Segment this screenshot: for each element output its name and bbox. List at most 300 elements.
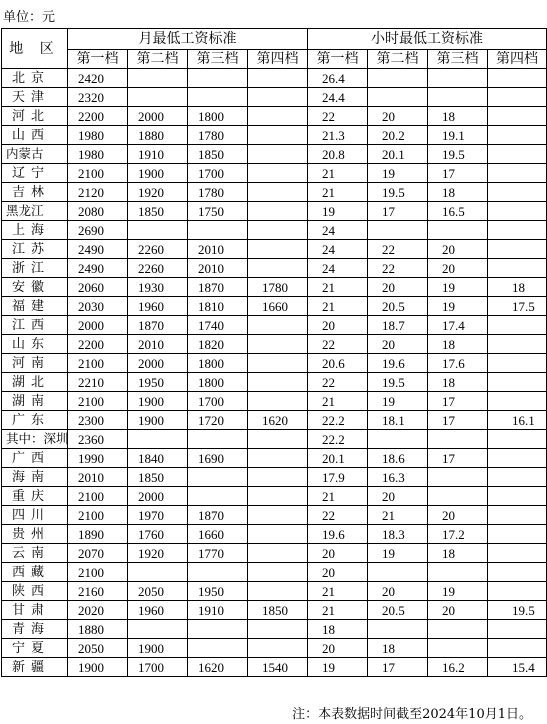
- table-row: [2, 449, 547, 468]
- monthly-tier-4-cell: [248, 525, 308, 544]
- hourly-tier-2-cell: 19: [368, 544, 428, 563]
- monthly-tier-3-cell: 2010: [188, 259, 248, 278]
- monthly-tier-4-cell: 1850: [248, 601, 308, 620]
- region-cell: 贵州: [2, 525, 68, 544]
- hourly-tier-2-cell: 18.7: [368, 316, 428, 335]
- footnote: 注：本表数据时间截至2024年10月1日。: [292, 707, 532, 722]
- hourly-tier-1-cell: 22: [308, 335, 368, 354]
- monthly-tier-2-cell: [128, 221, 188, 240]
- table-row: [2, 259, 547, 278]
- monthly-tier-4-cell: [248, 202, 308, 221]
- hourly-tier-2-cell: [368, 221, 428, 240]
- table-row: [2, 639, 547, 658]
- hourly-tier-2-cell: 20.5: [368, 601, 428, 620]
- monthly-tier-3-cell: [188, 69, 248, 88]
- monthly-tier-3-cell: 1700: [188, 164, 248, 183]
- monthly-tier-2-cell: 1950: [128, 373, 188, 392]
- table-row: [2, 373, 547, 392]
- monthly-tier-4-cell: [248, 373, 308, 392]
- hourly-tier-4-cell: 15.4: [488, 658, 547, 677]
- table-row: [2, 278, 547, 297]
- hourly-tier-4-cell: [488, 316, 547, 335]
- hourly-tier-1-cell: 20: [308, 563, 368, 582]
- table-row: [2, 487, 547, 506]
- monthly-tier-3-cell: [188, 563, 248, 582]
- region-cell: 海南: [2, 468, 68, 487]
- hourly-tier-2-cell: 16.3: [368, 468, 428, 487]
- hourly-tier-4-cell: [488, 107, 547, 126]
- region-cell: 青海: [2, 620, 68, 639]
- monthly-tier-3-cell: 1700: [188, 392, 248, 411]
- hourly-tier-4-cell: [488, 525, 547, 544]
- region-cell: 重庆: [2, 487, 68, 506]
- monthly-tier-2-header: 第二档: [128, 50, 188, 69]
- hourly-tier-1-cell: 21.3: [308, 126, 368, 145]
- hourly-tier-3-cell: 17.6: [428, 354, 488, 373]
- monthly-tier-1-cell: 2200: [68, 335, 128, 354]
- hourly-tier-4-cell: [488, 164, 547, 183]
- hourly-tier-4-cell: [488, 430, 547, 449]
- table-row: [2, 582, 547, 601]
- monthly-tier-2-cell: [128, 69, 188, 88]
- table-body: [2, 69, 547, 677]
- hourly-tier-3-cell: 20: [428, 601, 488, 620]
- monthly-tier-4-cell: [248, 392, 308, 411]
- region-cell: 辽宁: [2, 164, 68, 183]
- region-cell: 甘肃: [2, 601, 68, 620]
- hourly-tier-1-cell: 21: [308, 297, 368, 316]
- hourly-tier-2-cell: 18.6: [368, 449, 428, 468]
- hourly-tier-2-cell: 22: [368, 240, 428, 259]
- monthly-tier-3-header: 第三档: [188, 50, 248, 69]
- hourly-tier-3-cell: [428, 430, 488, 449]
- hourly-tier-2-cell: 20.5: [368, 297, 428, 316]
- monthly-tier-2-cell: 1920: [128, 183, 188, 202]
- hourly-tier-3-cell: 18: [428, 373, 488, 392]
- monthly-tier-4-cell: [248, 468, 308, 487]
- hourly-tier-1-cell: 22.2: [308, 430, 368, 449]
- monthly-tier-2-cell: 2000: [128, 107, 188, 126]
- monthly-tier-4-cell: [248, 88, 308, 107]
- monthly-tier-4-cell: [248, 240, 308, 259]
- hourly-tier-1-cell: 22.2: [308, 411, 368, 430]
- hourly-tier-2-cell: 20: [368, 487, 428, 506]
- hourly-tier-4-cell: [488, 449, 547, 468]
- hourly-tier-1-cell: 20.8: [308, 145, 368, 164]
- monthly-tier-4-cell: [248, 69, 308, 88]
- unit-label: 单位：元: [3, 10, 56, 25]
- monthly-tier-2-cell: 2260: [128, 240, 188, 259]
- region-cell: 河北: [2, 107, 68, 126]
- hourly-tier-4-cell: [488, 639, 547, 658]
- hourly-tier-4-cell: [488, 468, 547, 487]
- monthly-tier-3-cell: 1660: [188, 525, 248, 544]
- monthly-tier-1-cell: 2100: [68, 506, 128, 525]
- table-row: [2, 183, 547, 202]
- hourly-tier-1-cell: 21: [308, 582, 368, 601]
- hourly-tier-3-cell: 16.2: [428, 658, 488, 677]
- monthly-tier-4-cell: 1620: [248, 411, 308, 430]
- monthly-tier-4-cell: [248, 259, 308, 278]
- monthly-tier-3-cell: 1850: [188, 145, 248, 164]
- hourly-tier-3-cell: 16.5: [428, 202, 488, 221]
- hourly-tier-3-cell: 20: [428, 506, 488, 525]
- monthly-tier-4-cell: [248, 126, 308, 145]
- monthly-tier-1-cell: 2080: [68, 202, 128, 221]
- monthly-tier-2-cell: 1920: [128, 544, 188, 563]
- monthly-tier-4-cell: [248, 145, 308, 164]
- hourly-tier-4-cell: 17.5: [488, 297, 547, 316]
- hourly-tier-4-cell: [488, 354, 547, 373]
- hourly-tier-2-cell: 19.5: [368, 183, 428, 202]
- hourly-tier-2-cell: 18.3: [368, 525, 428, 544]
- region-cell: 西藏: [2, 563, 68, 582]
- monthly-tier-4-cell: [248, 487, 308, 506]
- hourly-tier-4-cell: [488, 620, 547, 639]
- monthly-tier-1-cell: 2010: [68, 468, 128, 487]
- hourly-tier-3-cell: 17: [428, 164, 488, 183]
- hourly-tier-2-header: 第二档: [368, 50, 428, 69]
- region-cell: 吉林: [2, 183, 68, 202]
- monthly-tier-4-cell: [248, 430, 308, 449]
- monthly-tier-2-cell: 1700: [128, 658, 188, 677]
- table-row: [2, 164, 547, 183]
- monthly-tier-2-cell: 2050: [128, 582, 188, 601]
- hourly-tier-1-cell: 24: [308, 259, 368, 278]
- region-header: 地 区: [2, 29, 68, 69]
- minimum-wage-table: [1, 28, 547, 677]
- region-cell: 上海: [2, 221, 68, 240]
- monthly-tier-3-cell: [188, 221, 248, 240]
- monthly-tier-1-cell: 2490: [68, 259, 128, 278]
- monthly-tier-1-cell: 2160: [68, 582, 128, 601]
- monthly-tier-3-cell: [188, 430, 248, 449]
- monthly-tier-4-cell: [248, 620, 308, 639]
- monthly-tier-1-cell: 2100: [68, 563, 128, 582]
- hourly-tier-3-cell: 19: [428, 582, 488, 601]
- hourly-tier-1-cell: 20: [308, 544, 368, 563]
- hourly-tier-2-cell: 20.2: [368, 126, 428, 145]
- hourly-tier-3-cell: [428, 88, 488, 107]
- hourly-tier-4-cell: [488, 335, 547, 354]
- region-cell: 河南: [2, 354, 68, 373]
- region-cell: 云南: [2, 544, 68, 563]
- hourly-tier-2-cell: 20: [368, 278, 428, 297]
- region-cell: 安徽: [2, 278, 68, 297]
- table-row: [2, 525, 547, 544]
- monthly-tier-1-cell: 1980: [68, 145, 128, 164]
- hourly-tier-1-cell: 19: [308, 658, 368, 677]
- hourly-tier-4-cell: [488, 506, 547, 525]
- hourly-tier-3-cell: [428, 69, 488, 88]
- monthly-tier-2-cell: 1880: [128, 126, 188, 145]
- monthly-tier-1-cell: 2200: [68, 107, 128, 126]
- table-row: [2, 145, 547, 164]
- hourly-tier-4-cell: 19.5: [488, 601, 547, 620]
- table-row: [2, 506, 547, 525]
- hourly-tier-4-cell: [488, 373, 547, 392]
- hourly-tier-3-cell: 18: [428, 183, 488, 202]
- hourly-standard-header: 小时最低工资标准: [308, 29, 547, 50]
- hourly-tier-4-cell: 18: [488, 278, 547, 297]
- hourly-tier-4-cell: [488, 487, 547, 506]
- hourly-tier-1-cell: 24: [308, 221, 368, 240]
- monthly-tier-1-cell: 2050: [68, 639, 128, 658]
- monthly-tier-3-cell: 1750: [188, 202, 248, 221]
- hourly-tier-3-cell: 19: [428, 278, 488, 297]
- hourly-tier-1-cell: 26.4: [308, 69, 368, 88]
- monthly-tier-2-cell: 2000: [128, 354, 188, 373]
- monthly-tier-2-cell: 1970: [128, 506, 188, 525]
- monthly-tier-2-cell: 1900: [128, 164, 188, 183]
- region-cell: 陕西: [2, 582, 68, 601]
- region-cell: 广东: [2, 411, 68, 430]
- hourly-tier-4-header: 第四档: [488, 50, 547, 69]
- monthly-tier-1-cell: 2070: [68, 544, 128, 563]
- hourly-tier-3-cell: [428, 620, 488, 639]
- monthly-tier-2-cell: 1870: [128, 316, 188, 335]
- monthly-tier-4-cell: [248, 107, 308, 126]
- table-row: [2, 335, 547, 354]
- hourly-tier-1-cell: 20: [308, 639, 368, 658]
- monthly-tier-3-cell: 1820: [188, 335, 248, 354]
- hourly-tier-1-cell: 21: [308, 487, 368, 506]
- monthly-tier-4-cell: [248, 316, 308, 335]
- hourly-tier-2-cell: 17: [368, 202, 428, 221]
- table-row: [2, 221, 547, 240]
- hourly-tier-1-cell: 20.1: [308, 449, 368, 468]
- monthly-tier-1-cell: 2020: [68, 601, 128, 620]
- monthly-tier-3-cell: 1870: [188, 506, 248, 525]
- hourly-tier-1-cell: 22: [308, 107, 368, 126]
- hourly-tier-3-cell: 17: [428, 411, 488, 430]
- monthly-tier-1-cell: 2490: [68, 240, 128, 259]
- table-row: [2, 430, 547, 449]
- monthly-tier-2-cell: 1850: [128, 202, 188, 221]
- monthly-tier-3-cell: [188, 88, 248, 107]
- table-row: [2, 107, 547, 126]
- table-row: [2, 202, 547, 221]
- hourly-tier-4-cell: [488, 563, 547, 582]
- region-cell: 江苏: [2, 240, 68, 259]
- hourly-tier-2-cell: 22: [368, 259, 428, 278]
- hourly-tier-1-header: 第一档: [308, 50, 368, 69]
- hourly-tier-4-cell: [488, 126, 547, 145]
- monthly-tier-2-cell: 1900: [128, 392, 188, 411]
- hourly-tier-3-cell: [428, 468, 488, 487]
- monthly-tier-1-cell: 2320: [68, 88, 128, 107]
- monthly-tier-3-cell: 1800: [188, 107, 248, 126]
- monthly-tier-4-cell: [248, 582, 308, 601]
- hourly-tier-3-cell: 20: [428, 240, 488, 259]
- hourly-tier-3-cell: 19: [428, 297, 488, 316]
- table-row: [2, 354, 547, 373]
- table-row: [2, 620, 547, 639]
- hourly-tier-2-cell: 20: [368, 582, 428, 601]
- monthly-tier-2-cell: 1910: [128, 145, 188, 164]
- hourly-tier-1-cell: 20: [308, 316, 368, 335]
- table-row: [2, 468, 547, 487]
- monthly-tier-2-cell: 1960: [128, 297, 188, 316]
- table-row: [2, 126, 547, 145]
- hourly-tier-3-cell: 18: [428, 544, 488, 563]
- hourly-tier-2-cell: 20.1: [368, 145, 428, 164]
- monthly-tier-2-cell: 1850: [128, 468, 188, 487]
- region-cell: 四川: [2, 506, 68, 525]
- region-cell: 黑龙江: [2, 202, 68, 221]
- monthly-tier-3-cell: 1800: [188, 373, 248, 392]
- monthly-tier-1-cell: 2100: [68, 164, 128, 183]
- hourly-tier-3-cell: 17.2: [428, 525, 488, 544]
- monthly-tier-3-cell: 2010: [188, 240, 248, 259]
- table-row: [2, 69, 547, 88]
- hourly-tier-3-cell: 18: [428, 335, 488, 354]
- hourly-tier-3-cell: 18: [428, 107, 488, 126]
- hourly-tier-2-cell: 18: [368, 639, 428, 658]
- region-cell: 湖南: [2, 392, 68, 411]
- monthly-tier-2-cell: 1930: [128, 278, 188, 297]
- region-cell: 江西: [2, 316, 68, 335]
- region-cell: 其中：深圳: [2, 430, 68, 449]
- table-row: [2, 563, 547, 582]
- hourly-tier-1-cell: 24: [308, 240, 368, 259]
- monthly-tier-3-cell: 1810: [188, 297, 248, 316]
- monthly-tier-2-cell: 2010: [128, 335, 188, 354]
- monthly-tier-2-cell: [128, 430, 188, 449]
- hourly-tier-3-cell: [428, 487, 488, 506]
- hourly-tier-1-cell: 21: [308, 392, 368, 411]
- monthly-tier-3-cell: 1950: [188, 582, 248, 601]
- hourly-tier-2-cell: [368, 69, 428, 88]
- region-cell: 新疆: [2, 658, 68, 677]
- hourly-tier-2-cell: [368, 430, 428, 449]
- monthly-tier-2-cell: 2260: [128, 259, 188, 278]
- region-cell: 浙江: [2, 259, 68, 278]
- monthly-standard-header: 月最低工资标准: [68, 29, 308, 50]
- monthly-tier-1-cell: 2030: [68, 297, 128, 316]
- hourly-tier-2-cell: 20: [368, 107, 428, 126]
- region-cell: 天津: [2, 88, 68, 107]
- hourly-tier-3-header: 第三档: [428, 50, 488, 69]
- monthly-tier-4-cell: 1660: [248, 297, 308, 316]
- hourly-tier-2-cell: 19: [368, 392, 428, 411]
- monthly-tier-4-cell: [248, 563, 308, 582]
- monthly-tier-1-cell: 1990: [68, 449, 128, 468]
- monthly-tier-2-cell: 1900: [128, 639, 188, 658]
- hourly-tier-3-cell: 17: [428, 392, 488, 411]
- monthly-tier-2-cell: 2000: [128, 487, 188, 506]
- table-row: [2, 601, 547, 620]
- monthly-tier-2-cell: 1900: [128, 411, 188, 430]
- monthly-tier-4-cell: [248, 183, 308, 202]
- hourly-tier-3-cell: 19.5: [428, 145, 488, 164]
- monthly-tier-3-cell: 1690: [188, 449, 248, 468]
- monthly-tier-3-cell: 1770: [188, 544, 248, 563]
- hourly-tier-3-cell: 19.1: [428, 126, 488, 145]
- table-row: [2, 411, 547, 430]
- monthly-tier-3-cell: 1780: [188, 183, 248, 202]
- hourly-tier-2-cell: [368, 563, 428, 582]
- monthly-tier-3-cell: 1780: [188, 126, 248, 145]
- monthly-tier-3-cell: 1870: [188, 278, 248, 297]
- hourly-tier-2-cell: 18.1: [368, 411, 428, 430]
- monthly-tier-4-cell: [248, 639, 308, 658]
- monthly-tier-4-cell: [248, 354, 308, 373]
- monthly-tier-4-cell: 1780: [248, 278, 308, 297]
- hourly-tier-4-cell: [488, 183, 547, 202]
- monthly-tier-4-cell: 1540: [248, 658, 308, 677]
- monthly-tier-2-cell: 1760: [128, 525, 188, 544]
- table-row: [2, 658, 547, 677]
- hourly-tier-4-cell: [488, 202, 547, 221]
- monthly-tier-3-cell: 1720: [188, 411, 248, 430]
- hourly-tier-1-cell: 19.6: [308, 525, 368, 544]
- table-row: [2, 392, 547, 411]
- hourly-tier-4-cell: [488, 221, 547, 240]
- hourly-tier-1-cell: 21: [308, 164, 368, 183]
- monthly-tier-1-cell: 2210: [68, 373, 128, 392]
- hourly-tier-2-cell: 20: [368, 335, 428, 354]
- monthly-tier-1-cell: 2120: [68, 183, 128, 202]
- hourly-tier-1-cell: 22: [308, 506, 368, 525]
- hourly-tier-3-cell: [428, 221, 488, 240]
- monthly-tier-3-cell: [188, 620, 248, 639]
- monthly-tier-4-cell: [248, 164, 308, 183]
- monthly-tier-3-cell: [188, 487, 248, 506]
- hourly-tier-4-cell: 16.1: [488, 411, 547, 430]
- monthly-tier-1-cell: 1980: [68, 126, 128, 145]
- hourly-tier-4-cell: [488, 259, 547, 278]
- hourly-tier-2-cell: 19.6: [368, 354, 428, 373]
- monthly-tier-2-cell: 1840: [128, 449, 188, 468]
- hourly-tier-2-cell: [368, 88, 428, 107]
- region-cell: 湖北: [2, 373, 68, 392]
- hourly-tier-3-cell: [428, 563, 488, 582]
- monthly-tier-4-cell: [248, 544, 308, 563]
- hourly-tier-3-cell: 20: [428, 259, 488, 278]
- hourly-tier-4-cell: [488, 88, 547, 107]
- monthly-tier-2-cell: [128, 88, 188, 107]
- region-cell: 内蒙古: [2, 145, 68, 164]
- monthly-tier-1-cell: 2060: [68, 278, 128, 297]
- hourly-tier-2-cell: 17: [368, 658, 428, 677]
- monthly-tier-4-cell: [248, 221, 308, 240]
- monthly-tier-1-cell: 1890: [68, 525, 128, 544]
- monthly-tier-4-cell: [248, 506, 308, 525]
- hourly-tier-2-cell: [368, 620, 428, 639]
- hourly-tier-1-cell: 22: [308, 373, 368, 392]
- monthly-tier-2-cell: [128, 563, 188, 582]
- hourly-tier-4-cell: [488, 240, 547, 259]
- monthly-tier-3-cell: 1620: [188, 658, 248, 677]
- hourly-tier-3-cell: 17: [428, 449, 488, 468]
- monthly-tier-4-cell: [248, 449, 308, 468]
- table-row: [2, 297, 547, 316]
- region-cell: 广西: [2, 449, 68, 468]
- table-row: [2, 88, 547, 107]
- hourly-tier-2-cell: 19: [368, 164, 428, 183]
- monthly-tier-2-cell: 1960: [128, 601, 188, 620]
- monthly-tier-4-header: 第四档: [248, 50, 308, 69]
- hourly-tier-1-cell: 24.4: [308, 88, 368, 107]
- hourly-tier-4-cell: [488, 145, 547, 164]
- region-cell: 北京: [2, 69, 68, 88]
- hourly-tier-4-cell: [488, 392, 547, 411]
- monthly-tier-1-cell: 1880: [68, 620, 128, 639]
- hourly-tier-3-cell: 17.4: [428, 316, 488, 335]
- hourly-tier-1-cell: 21: [308, 601, 368, 620]
- hourly-tier-1-cell: 19: [308, 202, 368, 221]
